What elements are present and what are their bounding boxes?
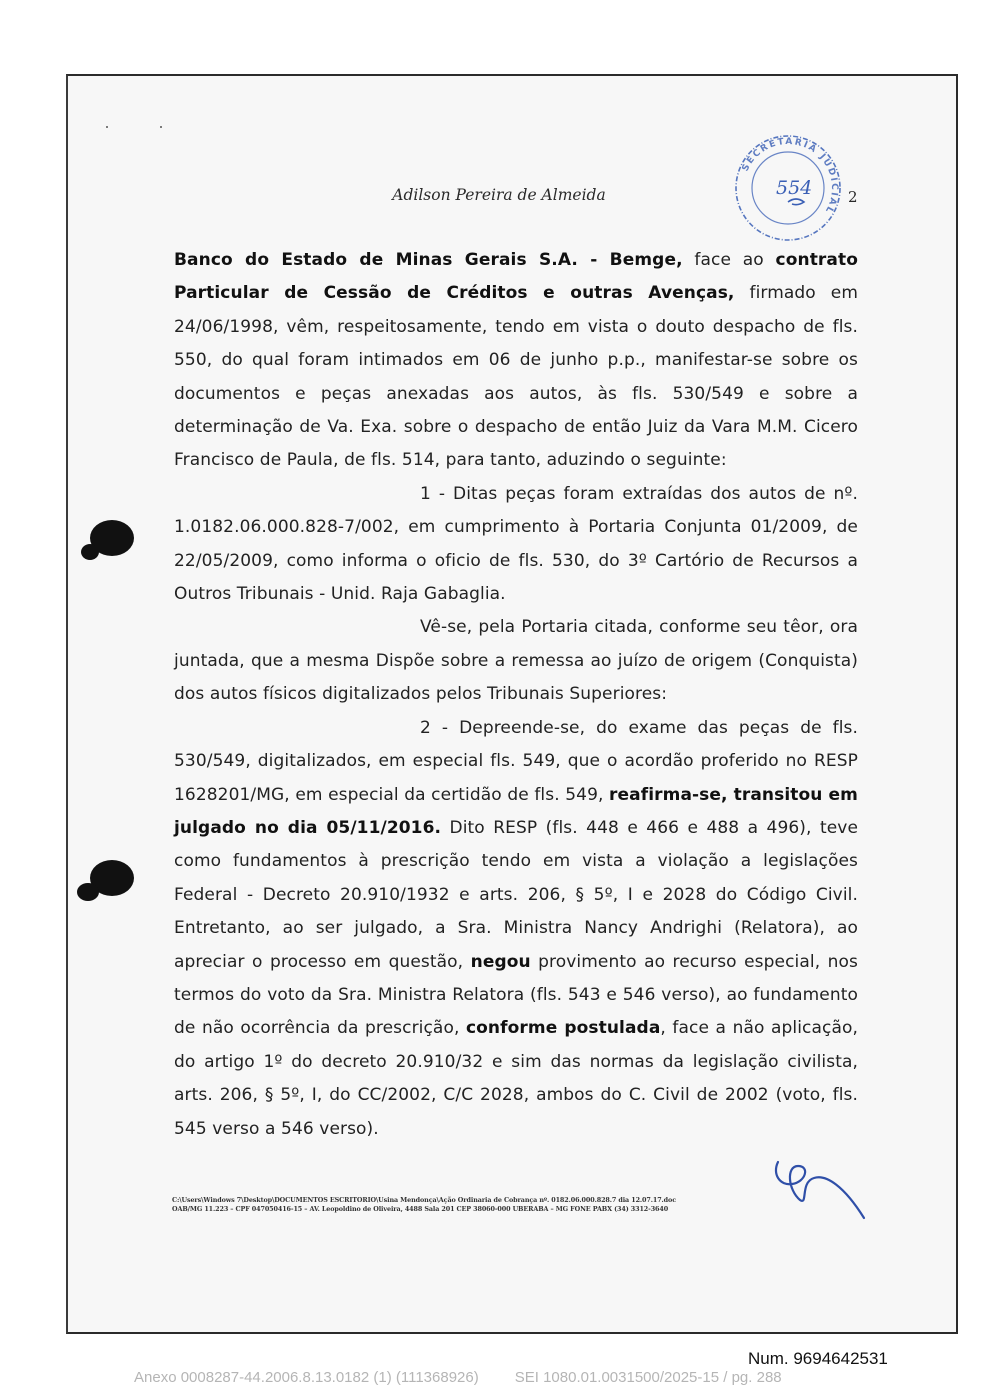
punch-hole-mark (76, 858, 136, 906)
bank-name: Banco do Estado de Minas Gerais S.A. - Bemge, (174, 250, 683, 270)
sei-reference: SEI 1080.01.0031500/2025-15 / pg. 288 (514, 1369, 782, 1386)
page-number: 2 (848, 188, 858, 206)
text-run: firmado em 24/06/1998, vêm, respeitosamente, tendo em vista o douto despacho de fls. 550, do qual foram intimados em 06 de junho p.p., manifestar-se sobre os documentos e peças anexadas aos autos, às fls. 530/549 e sobre a determinação de Va. Exa. sobre o despacho de então Juiz da Vara M.M. Cicero Francisco de Paula, de fls. 514, para tanto, aduzindo o seguinte: (174, 283, 858, 471)
court-stamp (728, 128, 848, 248)
paragraph-2: 1 - Ditas peças foram extraídas dos autos de nº. 1.0182.06.000.828-7/002, em cumprimento à Portaria Conjunta 01/2009, de 22/05/2009, como informa o oficio de fls. 530, do 3º Cartório de Recursos a Outros Tribunais - Unid. Raja Gabaglia. (174, 483, 858, 605)
paragraph-1 (174, 244, 858, 478)
scanned-page (66, 74, 958, 1334)
text-run: , face a não aplicação, do artigo 1º do decreto 20.910/32 e sim das normas da legislação civilista, arts. 206, § 5º, I, do CC/2002, C/C 2028, ambos do C. Civil de 2002 (voto, fls. 545 verso a 546 verso). (174, 1018, 858, 1139)
contract-name: contrato Particular de Cessão de Créditos e outras Avenças, (174, 250, 858, 304)
punch-hole-mark (80, 516, 136, 564)
emphasis: negou (470, 951, 531, 972)
text-run: face ao (682, 250, 776, 270)
scan-speck (160, 126, 162, 128)
signature (770, 1156, 870, 1226)
footer-file-path: C:\Users\Windows 7\Desktop\DOCUMENTOS ESCRITORIO\Usina Mendonça\Ação Ordinaria de Cobrança nº. 0182.06.000.828.7 dia 12.07.17.doc (172, 1196, 676, 1204)
annex-label: Anexo 0008287-44.2006.8.13.0182 (1) (111368926) (134, 1369, 479, 1386)
scan-speck (106, 126, 108, 128)
document-number: Num. 9694642531 (748, 1349, 888, 1368)
text-run: provimento ao recurso especial, nos termos do voto da Sra. Ministra Relatora (fls. 543 e 546 verso), ao fundamento de não ocorrência da prescrição, (174, 951, 858, 1039)
paragraph-4 (174, 712, 858, 1146)
text-run: 2 - Depreende-se, do exame das peças de fls. 530/549, digitalizados, em especial fls. 549, que o acordão proferido no RESP 1628201/MG, em especial da certidão de fls. 549, (174, 717, 858, 805)
emphasis: conforme postulada (465, 1018, 661, 1039)
annex-reference (134, 1369, 782, 1386)
emphasis: reafirma-se, transitou em julgado no dia 05/11/2016. (174, 784, 858, 838)
letter-body (174, 244, 858, 1146)
stamp-number: 554 (776, 177, 813, 199)
footer (172, 1196, 872, 1214)
text-run: Dito RESP (fls. 448 e 466 e 488 a 496), teve como fundamentos à prescrição tendo em vista a violação a legislações Federal - Decreto 20.910/1932 e arts. 206, § 5º, I e 2028 do Código Civil. Entretanto, ao ser julgado, a Sra. Ministra Nancy Andrighi (Relatora), ao apreciar o processo em questão, (174, 817, 859, 972)
footer-address: OAB/MG 11.223 – CPF 047050416-15 – AV. Leopoldino de Oliveira, 4488 Sala 201 CEP 38060-000 UBERABA – MG FONE PABX (34) 3312-3640 (172, 1205, 669, 1213)
paragraph-3: Vê-se, pela Portaria citada, conforme seu têor, ora juntada, que a mesma Dispõe sobre a remessa ao juízo de origem (Conquista) dos autos físicos digitalizados pelos Tribunais Superiores: (174, 617, 858, 705)
header-author: Adilson Pereira de Almeida (392, 186, 606, 204)
stamp-ring-text: SECRETARIA JUDICIAL (740, 136, 840, 216)
